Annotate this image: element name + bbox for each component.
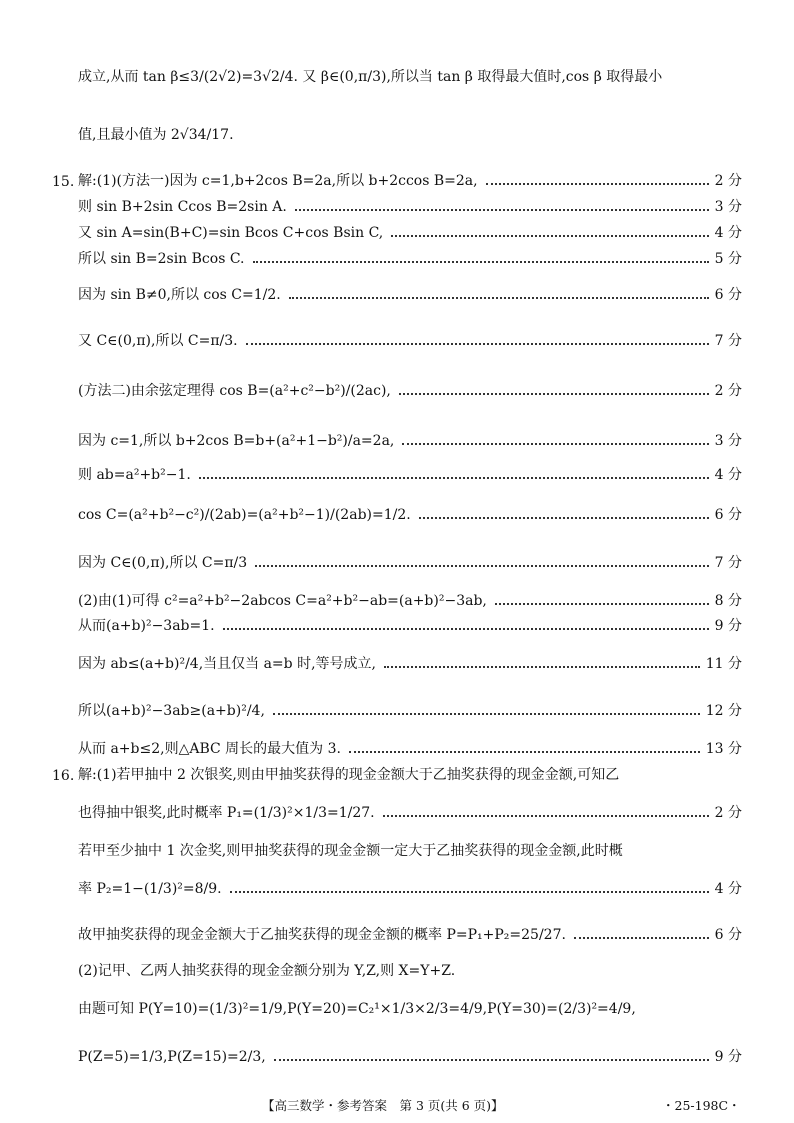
dot-leader [223,628,709,630]
q15-line-1: 则 sin B+2sin Ccos B=2sin A. 3 分 [78,199,742,215]
q16-line-4: 率 P₂=1−(1/3)²=8/9. 4 分 [78,881,742,897]
q15-line-10: 因为 C∈(0,π),所以 C=π/3 7 分 [78,555,742,571]
dot-leader [495,603,709,605]
intro-line-1: 成立,从而 tan β≤3/(2√2)=3√2/4. 又 β∈(0,π/3),所以当 tan β 取得最大值时,cos β 取得最小 [78,69,663,85]
dot-leader [255,565,708,567]
dot-leader [574,937,709,939]
question-16-number: 16. [52,768,75,784]
q15-line-15: 从而 a+b≤2,则△ABC 周长的最大值为 3. 13 分 [78,741,742,757]
q15-line-5: 又 C∈(0,π),所以 C=π/3. 7 分 [78,333,742,349]
dot-leader [274,1059,709,1061]
dot-leader [419,517,709,519]
dot-leader [230,891,709,893]
q16-line-5: 故甲抽奖获得的现金金额大于乙抽奖获得的现金金额的概率 P=P₁+P₂=25/27. 6 分 [78,927,742,943]
q16-line-2: 也得抽中银奖,此时概率 P₁=(1/3)²×1/3=1/27. 2 分 [78,805,742,821]
intro-line-2: 值,且最小值为 2√34/17. [78,127,234,143]
dot-leader [399,393,709,395]
q15-line-13: 因为 ab≤(a+b)²/4,当且仅当 a=b 时,等号成立, 11 分 [78,656,742,672]
dot-leader [253,261,709,263]
q15-line-6: (方法二)由余弦定理得 cos B=(a²+c²−b²)/(2ac), 2 分 [78,383,742,399]
q16-line-3: 若甲至少抽中 1 次金奖,则甲抽奖获得的现金金额一定大于乙抽奖获得的现金金额,此时概 [78,843,623,859]
dot-leader [486,183,709,185]
q15-line-8: 则 ab=a²+b²−1. 4 分 [78,467,742,483]
dot-leader [246,343,709,345]
dot-leader [349,751,700,753]
dot-leader [199,477,709,479]
q15-line-12: 从而(a+b)²−3ab=1. 9 分 [78,618,742,634]
q15-line-3: 所以 sin B=2sin Bcos C. 5 分 [78,251,742,267]
dot-leader [289,297,709,299]
dot-leader [402,443,708,445]
q16-line-6: (2)记甲、乙两人抽奖获得的现金金额分别为 Y,Z,则 X=Y+Z. [78,963,456,979]
q15-line-4: 因为 sin B≠0,所以 cos C=1/2. 6 分 [78,287,742,303]
q15-line-14: 所以(a+b)²−3ab≥(a+b)²/4, 12 分 [78,703,742,719]
dot-leader [391,235,708,237]
q16-line-1: 解:(1)若甲抽中 2 次银奖,则由甲抽奖获得的现金金额大于乙抽奖获得的现金金额,可知乙 [78,767,620,783]
q16-line-7: 由题可知 P(Y=10)=(1/3)²=1/9,P(Y=20)=C₂¹×1/3×2/3=4/9,P(Y=30)=(2/3)²=4/9, [78,1001,636,1017]
q15-line-7: 因为 c=1,所以 b+2cos B=b+(a²+1−b²)/a=2a, 3 分 [78,433,742,449]
dot-leader [384,666,700,668]
question-15-number: 15. [52,174,75,190]
q15-line-2: 又 sin A=sin(B+C)=sin Bcos C+cos Bsin C, 4 分 [78,225,742,241]
q15-line-0: 解:(1)(方法一)因为 c=1,b+2cos B=2a,所以 b+2ccos B=2a, 2 分 [78,173,742,189]
dot-leader [383,815,709,817]
q15-line-11: (2)由(1)可得 c²=a²+b²−2abcos C=a²+b²−ab=(a+b)²−3ab, 8 分 [78,593,742,609]
dot-leader [295,209,709,211]
footer-code: ・25-198C・ [662,1098,741,1113]
footer-page-info: 【高三数学・参考答案 第 3 页(共 6 页)】 [262,1098,504,1113]
q16-line-8: P(Z=5)=1/3,P(Z=15)=2/3, 9 分 [78,1049,742,1065]
q15-line-9: cos C=(a²+b²−c²)/(2ab)=(a²+b²−1)/(2ab)=1/2. 6 分 [78,507,742,523]
dot-leader [273,713,700,715]
